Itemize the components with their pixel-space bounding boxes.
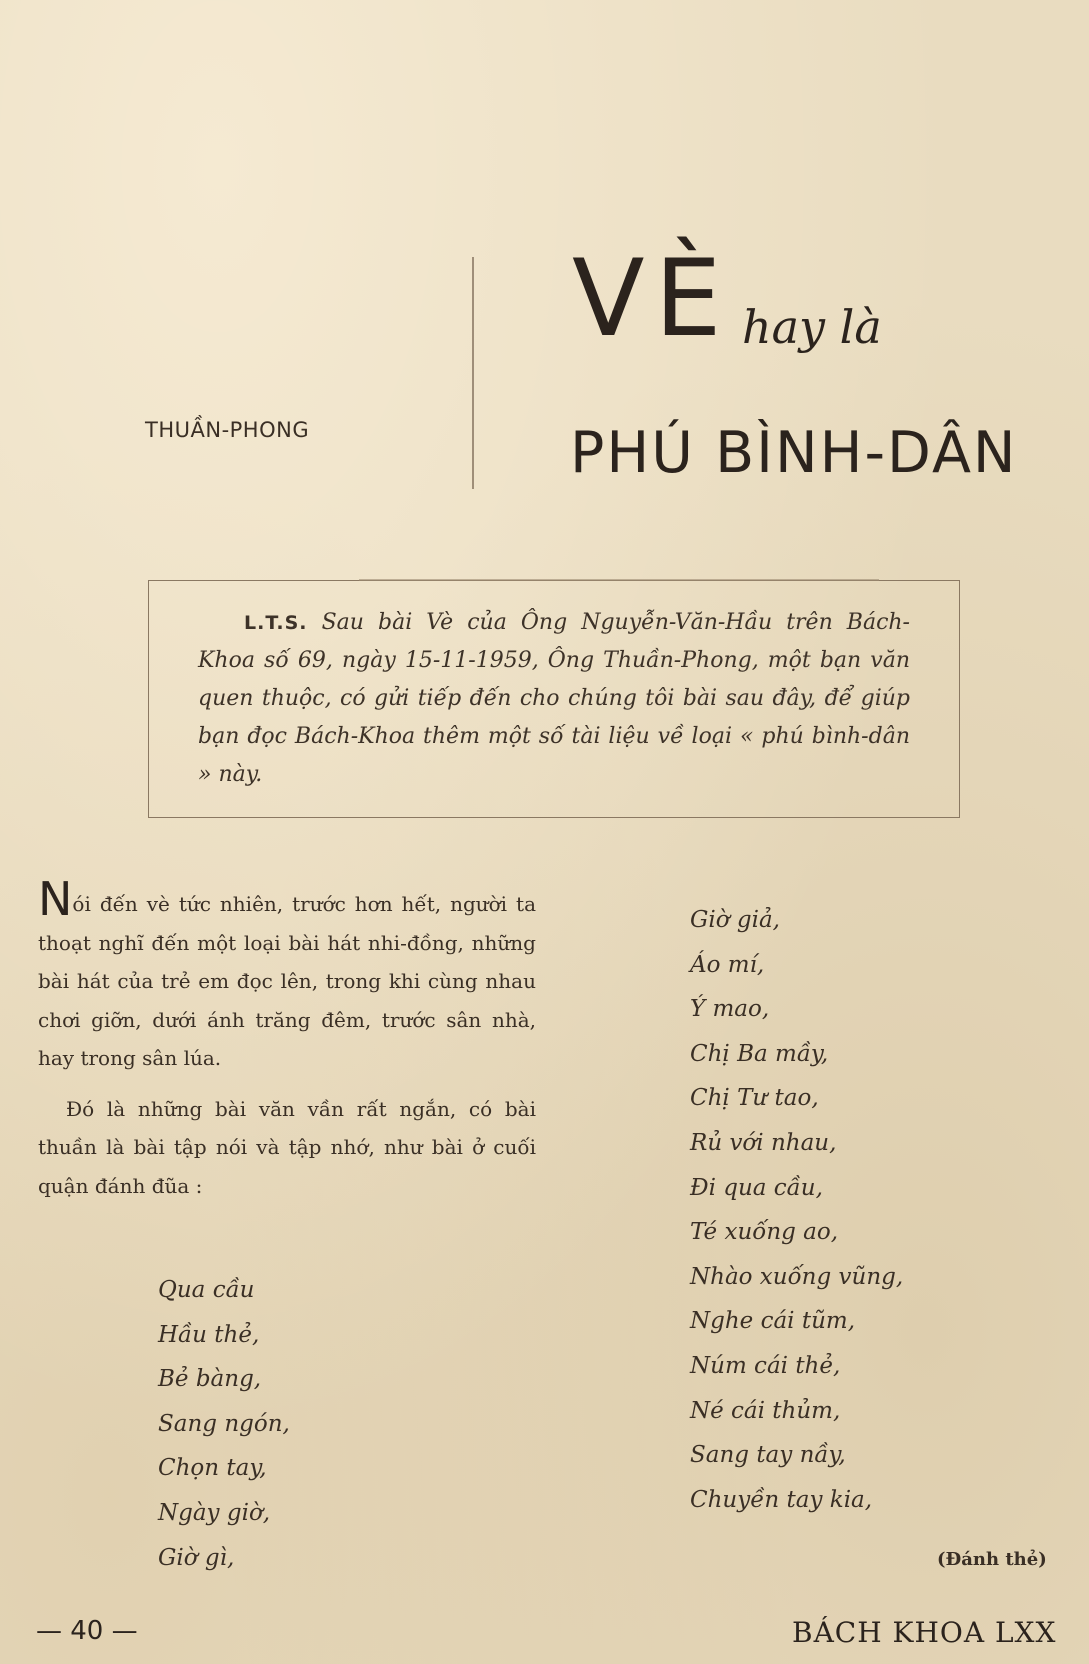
poem-line: Qua cầu <box>158 1277 255 1303</box>
poem-line: Sang ngón, <box>158 1410 290 1437</box>
paragraph-1-text: ói đến vè tức nhiên, trước hơn hết, người ta thoạt nghĩ đến một loại bài hát nhi-đồng, những bài hát của trẻ em đọc lên, trong khi cùng nhau chơi giỡn, dưới ánh trăng đêm, trước sân nhà, hay trong sân lúa. <box>38 892 536 1070</box>
poem-line: Rủ với nhau, <box>690 1129 837 1156</box>
poem-line: Đi qua cầu, <box>690 1174 823 1201</box>
poem-line: Giờ gì, <box>158 1544 235 1571</box>
poem-line: Núm cái thẻ, <box>690 1352 841 1379</box>
poem-line: Hầu thẻ, <box>158 1321 260 1348</box>
poem-attribution: (Đánh thẻ) <box>937 1549 1047 1570</box>
poem-line: Chị Tư tao, <box>690 1085 819 1112</box>
poem-line: Né cái thủm, <box>690 1397 841 1424</box>
poem-right-column <box>690 898 903 1522</box>
poem-line: Bẻ bàng, <box>158 1366 262 1393</box>
vertical-divider <box>472 257 474 489</box>
poem-line: Chuyền tay kia, <box>690 1486 873 1513</box>
editor-note <box>198 604 910 794</box>
poem-left-column <box>158 1268 290 1580</box>
editor-note-text: Sau bài Vè của Ông Nguyễn-Văn-Hầu trên Bách-Khoa số 69, ngày 15-11-1959, Ông Thuần-Phong, một bạn văn quen thuộc, có gửi tiếp đến cho chúng tôi bài sau đây, để giúp bạn đọc Bách-Khoa thêm một số tài liệu về loại « phú bình-dân » này. <box>198 610 910 787</box>
title-ve: VÈ <box>572 237 732 360</box>
poem-line: Chọn tay, <box>158 1455 267 1482</box>
page-number: — 40 — <box>36 1616 138 1646</box>
poem-line: Nghe cái tũm, <box>690 1308 856 1335</box>
drop-cap: N <box>38 872 73 926</box>
poem-line: Giờ giả, <box>690 907 780 933</box>
poem-line: Áo mí, <box>690 951 765 978</box>
article-body <box>38 872 536 1205</box>
paragraph-1 <box>38 872 536 1078</box>
poem-line: Nhào xuống vũng, <box>690 1263 904 1290</box>
poem-line: Ngày giờ, <box>158 1499 271 1526</box>
poem-line: Ý mao, <box>690 996 770 1023</box>
poem-line: Té xuống ao, <box>690 1219 839 1246</box>
poem-line: Sang tay nầy, <box>690 1442 846 1469</box>
title-hay-la: hay là <box>742 300 882 354</box>
author-name: THUẦN-PHONG <box>145 418 310 442</box>
paragraph-2: Đó là những bài văn vần rất ngắn, có bài thuần là bài tập nói và tập nhớ, như bài ở cuối quận đánh đũa : <box>38 1096 536 1198</box>
journal-title: BÁCH KHOA LXX <box>792 1616 1057 1649</box>
poem-line: Chị Ba mầy, <box>690 1040 829 1067</box>
title-phu-binh-dan: PHÚ BÌNH-DÂN <box>570 420 1018 486</box>
editor-note-label: L.T.S. <box>244 612 308 634</box>
